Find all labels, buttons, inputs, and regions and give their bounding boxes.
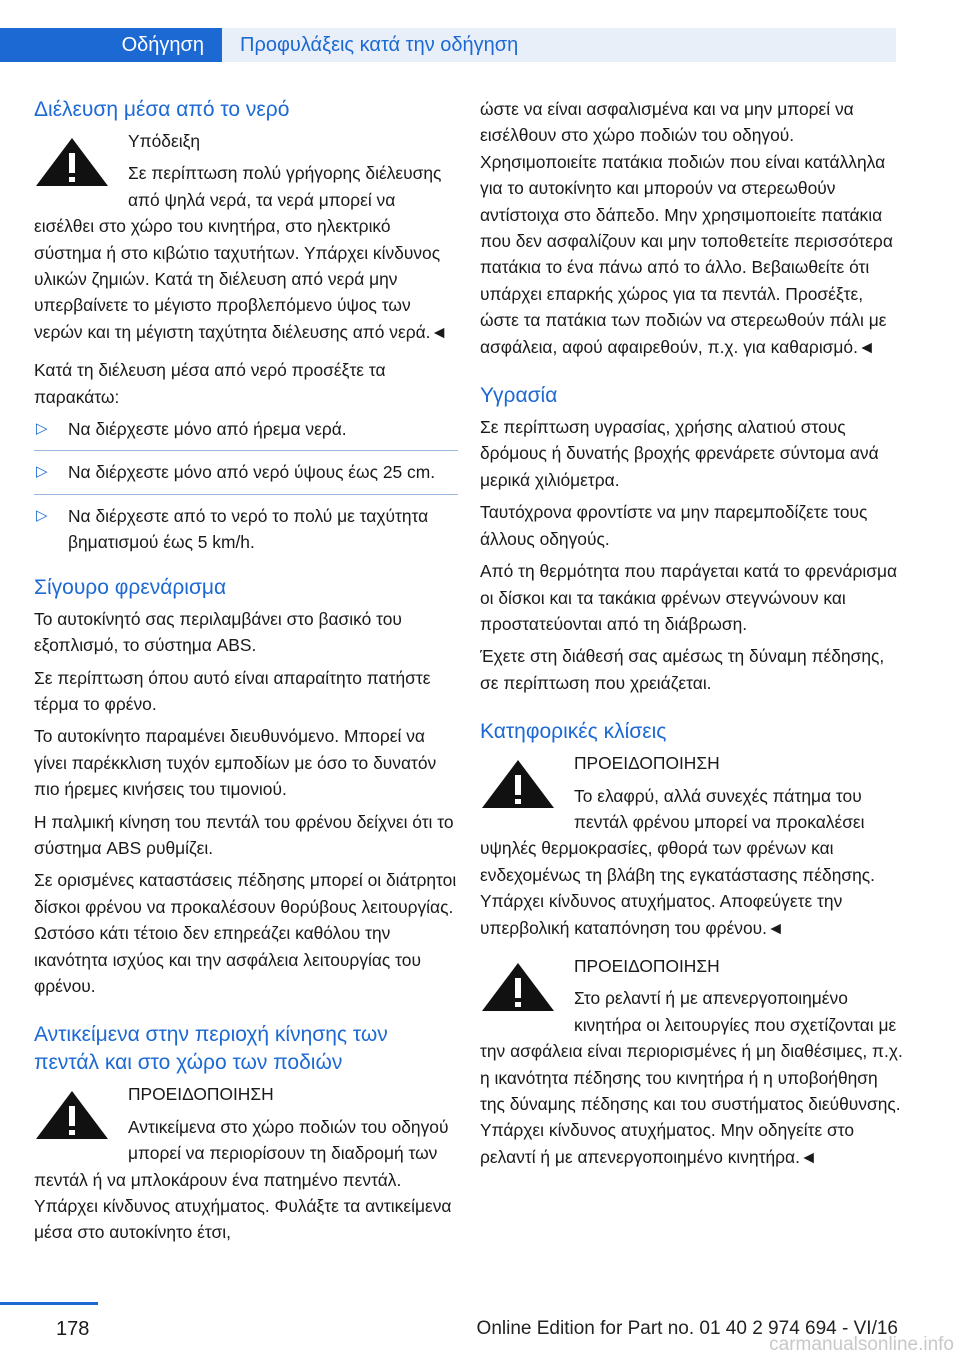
right-column: [480, 96, 904, 1176]
paragraph: Σε περίπτωση υγρασίας, χρήσης αλατιού στους δρόμους ή δυνατής βροχής φρενάρετε σύντομα ανά μερικά χιλιόμετρα.: [480, 417, 879, 490]
section-heading-water-crossing: Διέλευση μέσα από το νερό: [34, 98, 290, 121]
warning-text: Αντικείμενα στο χώρο ποδιών του οδηγού μπορεί να περιορίσουν τη διαδρομή των πεντάλ ή να μπλοκάρουν ένα πατημένο πεντάλ. Υπάρχει κίνδυνος ατυχήματος. Φυλάξτε τα αντικείμενα μέσα στο αυτοκίνητο έτσι,: [34, 1116, 452, 1243]
warning-title: ΠΡΟΕΙΔΟΠΟΙΗΣΗ: [574, 753, 720, 774]
paragraph: Ταυτόχρονα φροντίστε να μην παρεμποδίζετε τους άλλους οδηγούς.: [480, 502, 868, 549]
list-item: ▷ Να διέρχεστε από το νερό το πολύ με ταχύτητα βηματισμού έως 5 km/h.: [34, 503, 458, 564]
paragraph: Σε περίπτωση όπου αυτό είναι απαραίτητο πατήστε τέρμα το φρένο.: [34, 667, 431, 714]
triangle-right-icon: ▷: [36, 506, 48, 524]
warning-title: ΠΡΟΕΙΔΟΠΟΙΗΣΗ: [574, 955, 720, 976]
paragraph: Η παλμική κίνηση του πεντάλ του φρένου δείχνει ότι το σύστημα ABS ρυθμίζει.: [34, 811, 454, 858]
watermark: carmanualsonline.info: [769, 1334, 954, 1355]
paragraph: Κατά τη διέλευση μέσα από νερό προσέξτε τα παρακάτω:: [34, 360, 386, 407]
paragraph: Σε ορισμένες καταστάσεις πέδησης μπορεί οι διάτρητοι δίσκοι φρένου να προκαλέσουν θορύβους λειτουργίας. Ωστόσο κάτι τέτοιο δεν επηρεάζει καθόλου την ικανότητα ισχύος και την ασφάλεια λειτουργίας του φρένου.: [34, 870, 457, 996]
triangle-right-icon: ▷: [36, 463, 48, 481]
section-heading-pedal-objects: Αντικείμενα στην περιοχή κίνησης των πεντάλ και στο χώρο των ποδιών: [34, 1023, 388, 1075]
warning-box: [34, 1081, 458, 1245]
paragraph: Από τη θερμότητα που παράγεται κατά το φρενάρισμα οι δίσκοι και τα τακάκια φρένων στεγνώνουν και προστατεύονται από τη διάβρωση.: [480, 561, 898, 634]
page-number: 178: [56, 1318, 90, 1340]
left-column: [34, 96, 458, 1252]
tab-driving[interactable]: Οδήγηση: [0, 28, 222, 62]
tab-driving-precautions[interactable]: Προφυλάξεις κατά την οδήγηση: [222, 28, 896, 62]
warning-triangle-icon: [480, 961, 556, 1013]
warning-text: Σε περίπτωση πολύ γρήγορης διέλευσης από ψηλά νερά, τα νερά μπορεί να εισέλθει στο χώρο του κινητήρα, στο ηλεκτρικό σύστημα ή στο κιβώτιο ταχυτήτων. Υπάρχει κίνδυνος υλικών ζημιών. Κατά τη διέλευση από νερά μην υπερβαίνετε το μέγιστο προβλεπόμενο ύψος των νερών και τη μέγιστη ταχύτητα διέλευσης από νερά.◄: [34, 163, 448, 342]
section-heading-safe-braking: Σίγουρο φρενάρισμα: [34, 575, 227, 599]
paragraph: Το αυτοκίνητό σας περιλαμβάνει στο βασικό του εξοπλισμό, το σύστημα ABS.: [34, 608, 402, 656]
section-heading-downhill: Κατηφορικές κλίσεις: [480, 720, 667, 744]
footer-rule: [0, 1302, 98, 1305]
edition-note: Online Edition for Part no. 01 40 2 974 694 - VI/16: [476, 1318, 898, 1339]
paragraph: Το αυτοκίνητο παραμένει διευθυνόμενο. Μπορεί να γίνει παρέκκλιση τυχόν εμποδίων με όσο το δυνατόν πιο ήρεμες κινήσεις του τιμονιού.: [34, 726, 437, 800]
warning-box: [480, 953, 904, 1170]
list-item: ▷ Να διέρχεστε μόνο από νερό ύψους έως 25 cm.: [34, 459, 458, 494]
warning-triangle-icon: [34, 136, 110, 188]
list-item: ▷ Να διέρχεστε μόνο από ήρεμα νερά.: [34, 416, 458, 451]
warning-box: [480, 750, 904, 941]
bullet-list: [34, 416, 458, 564]
warning-box: [34, 128, 458, 345]
paragraph: ώστε να είναι ασφαλισμένα και να μην μπορεί να εισέλθουν στο χώρο ποδιών του οδηγού. Χρησιμοποιείτε πατάκια ποδιών που είναι κατάλληλα για το αυτοκίνητο και μπορούν να στερεωθούν αντίστοιχα στο δάπεδο. Μην χρησιμοποιείτε πατάκια που δεν ασφαλίζουν και μην τοποθετείτε περισσότερα πατάκια το ένα πάνω από το άλλο. Βεβαιωθείτε ότι υπάρχει επαρκής χώρος για τα πεντάλ. Προσέξτε, ώστε τα πατάκια των ποδιών να στερεωθούν πάλι με ασφάλεια, αφού αφαιρεθούν, π.χ. για καθαρισμό.◄: [480, 99, 893, 357]
section-heading-humidity: Υγρασία: [480, 384, 558, 408]
warning-title: ΠΡΟΕΙΔΟΠΟΙΗΣΗ: [128, 1084, 274, 1105]
warning-triangle-icon: [480, 758, 556, 810]
paragraph: Έχετε στη διάθεσή σας αμέσως τη δύναμη πέδησης, σε περίπτωση που χρειάζεται.: [480, 646, 885, 693]
warning-title: Υπόδειξη: [128, 131, 201, 151]
warning-text: Στο ρελαντί ή με απενεργοποιημένο κινητήρα οι λειτουργίες που σχετίζονται με την ασφάλεια είναι περιορισμένες ή μη διαθέσιμες, π.χ. η ικανότητα πέδησης του κινητήρα ή η υποβοήθηση της δύναμης πέδησης και του συστήματος διεύθυνσης. Υπάρχει κίνδυνος ατυχήματος. Μην οδηγείτε στο ρελαντί ή με απενεργοποιημένο κινητήρα.◄: [480, 988, 903, 1167]
triangle-right-icon: ▷: [36, 420, 48, 438]
page-header: [0, 0, 960, 62]
warning-triangle-icon: [34, 1089, 110, 1141]
warning-text: Το ελαφρύ, αλλά συνεχές πάτημα του πεντάλ φρένου μπορεί να προκαλέσει υψηλές θερμοκρασίες, φθορά των φρένων και ενδεχομένως τη βλάβη της εγκατάστασης πέδησης. Υπάρχει κίνδυνος ατυχήματος. Αποφεύγετε την υπερβολική καταπόνηση του φρένου.◄: [480, 785, 876, 938]
